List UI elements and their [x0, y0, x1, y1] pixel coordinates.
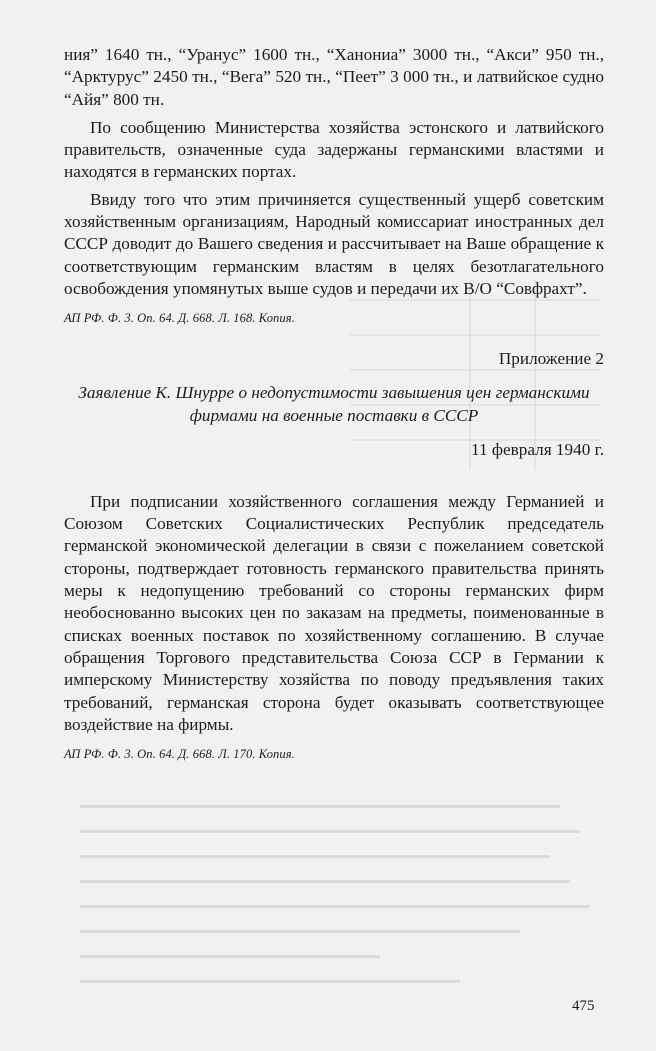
archive-source-1: АП РФ. Ф. 3. Оп. 64. Д. 668. Л. 168. Копия. — [64, 311, 295, 326]
paragraph-request: Ввиду того что этим причиняется существенный ущерб советским хозяйственным организациям, Народный комиссариат иностранных дел СССР доводит до Вашего сведения и рассчитывает на Ваше обращение к соответствующим германским властям в целях безотлагательного освобождения упомянутых выше судов и передачи их В/О “Совфрахт”. — [64, 189, 604, 298]
paragraph-ship-detention: По сообщению Министерства хозяйства эстонского и латвийского правительств, означенные суда задержаны германскими властями и находятся в германских портах. — [64, 117, 604, 182]
paragraph-statement: При подписании хозяйственного соглашения между Германией и Союзом Советских Социалистических Республик председатель германской экономической делегации в связи с пожеланием советской стороны, подтверждает готовность германского правительства принять меры к недопущению требований со стороны германских фирм необоснованно высоких цен по заказам на предметы, поименованные в списках военных поставок по хозяйственному соглашению. В случае обращения Торгового представительства Союза ССР в Германии к имперскому Министерству хозяйства по поводу предъявления таких требований, германская сторона будет оказывать соответствующее воздействие на фирмы. — [64, 491, 604, 734]
appendix-label: Приложение 2 — [498, 349, 604, 369]
archive-source-2: АП РФ. Ф. 3. Оп. 64. Д. 668. Л. 170. Копия. — [64, 747, 295, 762]
main-text — [64, 44, 604, 762]
page-number: 475 — [572, 998, 595, 1014]
document-date: 11 февраля 1940 г. — [471, 439, 604, 459]
document-title: Заявление К. Шнурре о недопустимости завышения цен германскими фирмами на военные поставки в СССР — [78, 383, 590, 425]
paragraph-continuation: ния” 1640 тн., “Уранус” 1600 тн., “Ханониа” 3000 тн., “Акси” 950 тн., “Арктурус” 2450 тн., “Вега” 520 тн., “Пеет” 3 000 тн., и латвийское судно “Айя” 800 тн. — [64, 45, 604, 109]
